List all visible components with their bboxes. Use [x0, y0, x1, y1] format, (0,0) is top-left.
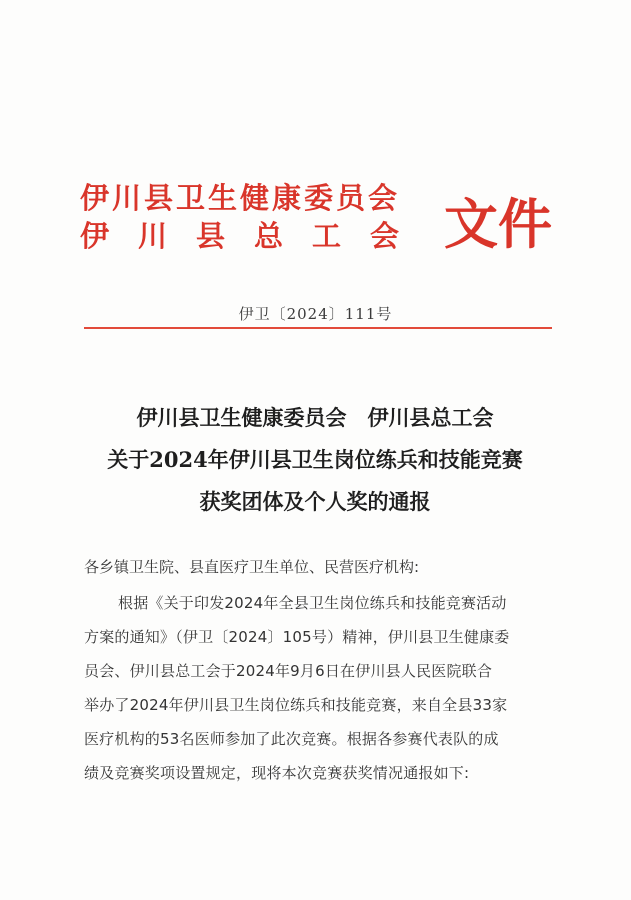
- masthead-org-trade-union: 伊川县总工会: [80, 219, 429, 253]
- body-text-line: 员会、伊川县总工会于2024年9月6日在伊川县人民医院联合: [84, 662, 493, 680]
- document-title-line-1: 伊川县卫生健康委员会 伊川县总工会: [136, 405, 494, 430]
- document-title-line-2: 关于2024年伊川县卫生岗位练兵和技能竞赛: [107, 447, 523, 472]
- masthead-document-suffix: 文件: [444, 192, 552, 256]
- masthead-org-health-commission: 伊川县卫生健康委员会: [80, 181, 401, 215]
- addressee-line: 各乡镇卫生院、县直医疗卫生单位、民营医疗机构:: [84, 558, 420, 576]
- red-masthead: [80, 170, 550, 270]
- body-text-line: 举办了2024年伊川县卫生岗位练兵和技能竞赛，来自全县33家: [84, 696, 508, 714]
- document-number: 伊卫〔2024〕111号: [238, 305, 393, 323]
- body-text-line: 根据《关于印发2024年全县卫生岗位练兵和技能竞赛活动: [118, 594, 507, 612]
- body-text-line: 医疗机构的53名医师参加了此次竞赛。根据各参赛代表队的成: [84, 730, 499, 748]
- document-title-line-3: 获奖团体及个人奖的通报: [199, 489, 431, 514]
- body-text-line: 方案的通知》（伊卫〔2024〕105号）精神，伊川县卫生健康委: [84, 628, 510, 646]
- red-divider-line: [84, 327, 552, 329]
- body-text-line: 绩及竞赛奖项设置规定，现将本次竞赛获奖情况通报如下:: [84, 764, 470, 782]
